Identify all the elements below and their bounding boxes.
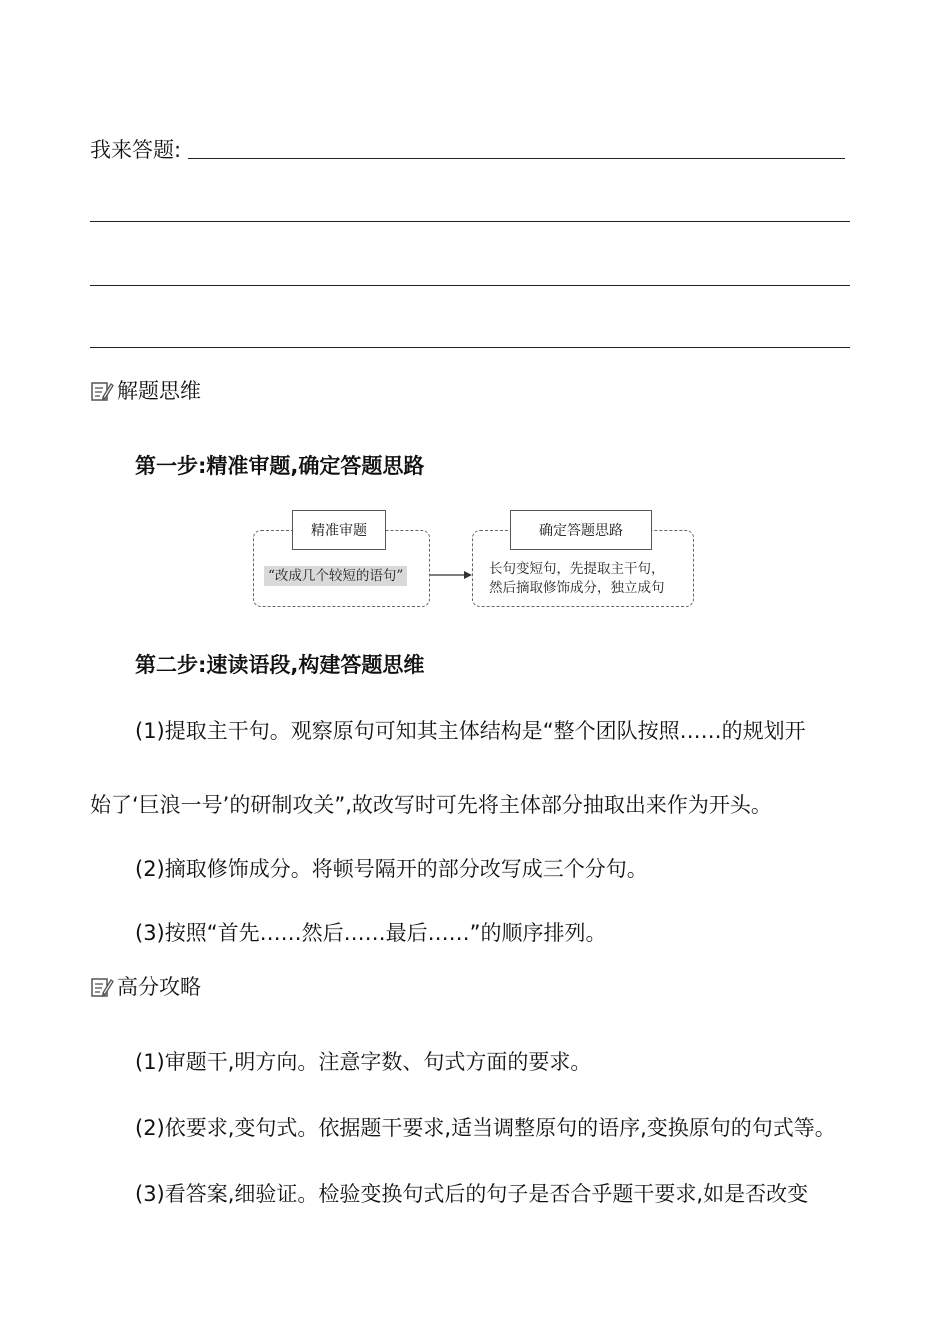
paragraph-1-line-2: 始了‘巨浪一号’的研制攻关”,故改写时可先将主体部分抽取出来作为开头。 (90, 793, 772, 817)
tip-3: (3)看答案,细验证。检验变换句式后的句子是否合乎题干要求,如是否改变 (135, 1182, 809, 1206)
step2-title: 第二步:速读语段,构建答题思维 (135, 653, 425, 677)
paragraph-1-line-1: (1)提取主干句。观察原句可知其主体结构是“整个团队按照……的规划开 (135, 719, 806, 743)
section-title: 高分攻略 (117, 975, 201, 999)
answer-line-4[interactable] (90, 347, 850, 348)
step1-title: 第一步:精准审题,确定答题思路 (135, 454, 425, 478)
tip-1: (1)审题干,明方向。注意字数、句式方面的要求。 (135, 1050, 592, 1074)
answer-line-3[interactable] (90, 285, 850, 286)
section-heading-thinking (90, 376, 201, 406)
answer-line-1[interactable] (188, 158, 845, 159)
left-content (264, 564, 407, 584)
section-title: 解题思维 (117, 379, 201, 403)
arrow-icon (428, 568, 474, 582)
right-line-2: 然后摘取修饰成分，独立成句 (489, 580, 665, 596)
answer-label: 我来答题: (90, 138, 182, 162)
note-pencil-icon (90, 379, 114, 403)
section-heading-strategy (90, 972, 201, 1002)
answer-line-2[interactable] (90, 221, 850, 222)
paragraph-2: (2)摘取修饰成分。将顿号隔开的部分改写成三个分句。 (135, 857, 648, 881)
paragraph-3: (3)按照“首先……然后……最后……”的顺序排列。 (135, 921, 607, 945)
left-title-box (292, 510, 386, 550)
right-line-1: 长句变短句，先提取主干句， (489, 561, 665, 577)
right-title: 确定答题思路 (539, 523, 623, 539)
left-title: 精准审题 (311, 523, 367, 539)
right-title-box (510, 510, 652, 550)
tip-2: (2)依要求,变句式。依据题干要求,适当调整原句的语序,变换原句的句式等。 (135, 1116, 836, 1140)
left-content-text: “改成几个较短的语句” (264, 566, 407, 586)
note-pencil-icon (90, 975, 114, 999)
